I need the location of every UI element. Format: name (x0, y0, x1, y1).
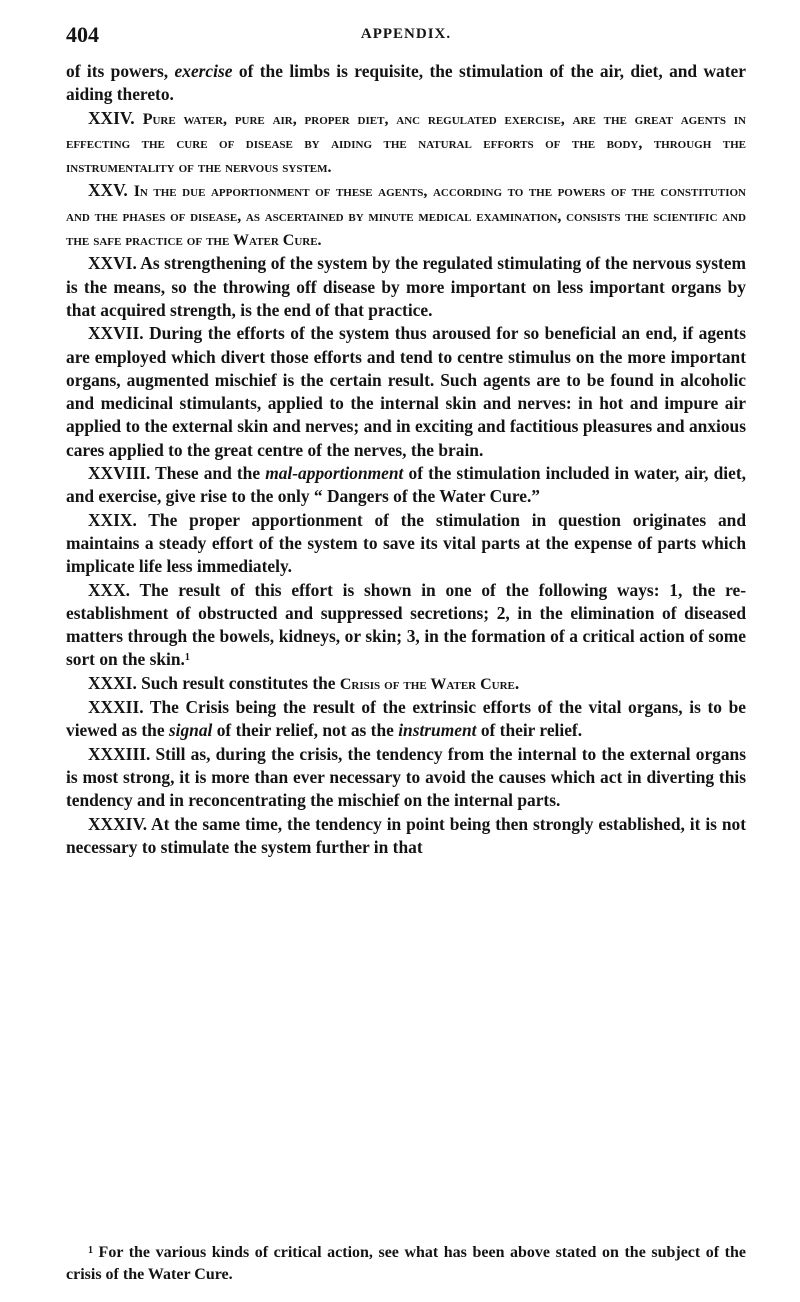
body-text (66, 60, 746, 859)
text-run: of its powers, (66, 61, 175, 81)
paragraph-xxxiii: XXXIII. Still as, during the crisis, the tendency from the internal to the external organs is most strong, it is more than ever necessary to avoid the causes which act in diverting this tendency and in reconcentrating the mischief on the internal parts. (66, 743, 746, 811)
footnote-marker: 1 (88, 1245, 93, 1256)
paragraph-continued (66, 60, 746, 107)
running-title: APPENDIX. (360, 26, 452, 42)
footnote-marker: 1 (184, 652, 190, 664)
paragraph-xxv (66, 179, 746, 252)
paragraph-xxix: XXIX. The proper apportionment of the stimulation in question originates and maintains a steady effort of the system to save its vital parts at the expense of parts which implicate life less immediately. (66, 509, 746, 577)
page-number: 404 (66, 22, 99, 47)
small-caps-text: In the due apportionment of these agents, according to the powers of the constitution and the phases of disease, as ascertained by minute medical examination, consists the scientific and the safe practice of the Water Cure. (66, 183, 746, 250)
paragraph-xxiv (66, 107, 746, 180)
footnote-text (66, 1242, 746, 1286)
paragraph-number: XXV. (88, 180, 134, 201)
small-caps-text: Pure water, pure air, proper diet, anc regulated exercise, are the great agents in effecting the cure of disease by aiding the natural efforts of the body, through the instrumentality of the nervous system. (66, 110, 746, 177)
small-caps-text: Crisis of the Water Cure (339, 675, 515, 693)
paragraph-xxx (66, 579, 746, 672)
text-run: XXXII. The Crisis being the result of the extrinsic efforts of the vital organs, is to be viewed as the (66, 697, 746, 741)
paragraph-xxvii: XXVII. During the efforts of the system thus aroused for so beneficial an end, if agents are employed which divert those efforts and tend to centre stimulus on the more important organs, augmented mischief is the certain result. Such agents are to be found in alcoholic and medicinal stimulants, applied to the internal skin and nerves: in hot and impure air applied to the external skin and nerves; and in exciting and factitious pleasures and anxious cares applied to the great centre of the nerves, the brain. (66, 323, 746, 460)
paragraph-xxvi: XXVI. As strengthening of the system by the regulated stimulating of the nervous system is the means, so the throwing off disease by more important on less important organs by that acquired strength, is the end of that practice. (66, 253, 746, 320)
paragraph-number: XXIV. (88, 107, 143, 128)
text-run: For the various kinds of critical action, see what has been above stated on the subject of the crisis of the Water Cure. (66, 1244, 746, 1283)
paragraph-xxviii (66, 462, 746, 509)
footnote (66, 1242, 746, 1286)
paragraph-xxxiv: XXXIV. At the same time, the tendency in point being then strongly established, it is not necessary to stimulate the system further in that (66, 813, 746, 857)
text-run: of the limbs is requisite, the stimulation of the air, diet, and water aiding thereto. (66, 61, 746, 105)
italic-run: exercise (174, 61, 233, 81)
text-run: XXX. The result of this effort is shown in one of the following ways: 1, the re-establishment of obstructed and suppressed secretions; 2, in the elimination of diseased matters through the bowels, kidneys, or skin; 3, in the formation of a critical action of some sort on the skin. (66, 579, 746, 670)
page-header (66, 22, 746, 50)
italic-run: signal (168, 720, 213, 741)
paragraph-xxxii (66, 696, 746, 743)
text-run: of the stimulation included in water, air, diet, and exercise, give rise to the only “ Dangers of the Water Cure.” (66, 463, 746, 507)
paragraph-xxxi (66, 672, 746, 696)
text-run: of their relief. (476, 720, 583, 741)
text-run: XXXI. Such result constitutes the (88, 672, 340, 693)
text-run: . (514, 672, 520, 693)
text-run: XXVIII. These and the (88, 463, 266, 484)
italic-run: mal-apportionment (265, 463, 404, 484)
text-run: of their relief, not as the (212, 720, 399, 741)
italic-run: instrument (398, 720, 477, 741)
